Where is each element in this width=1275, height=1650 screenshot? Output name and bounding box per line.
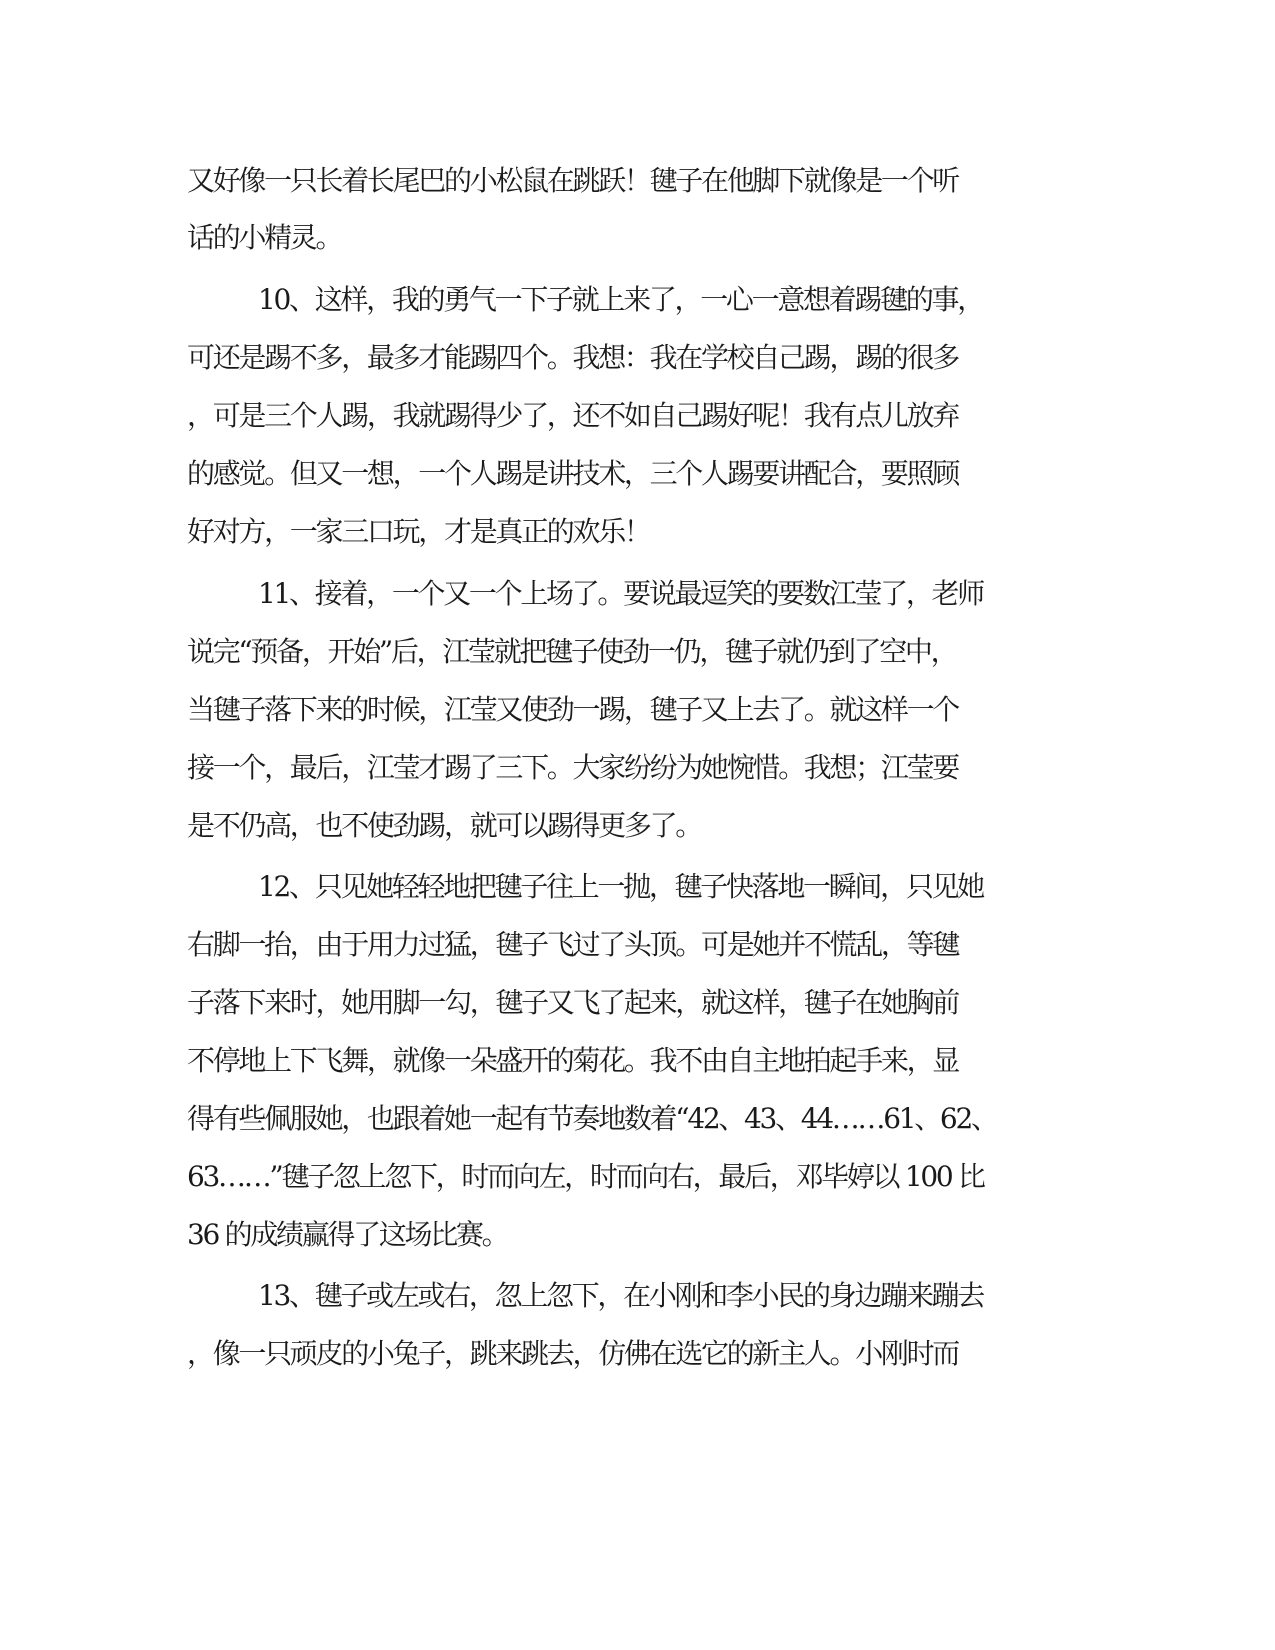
paragraph-10-start: 10、这样，我的勇气一下子就上来了，一心一意想着踢毽的事， [258,283,983,316]
paragraph-11-start: 11、接着，一个又一个上场了。要说最逗笑的要数江莹了，老师 [258,577,983,610]
text-line: 右脚一抬，由于用力过猛，毽子飞过了头顶。可是她并不慌乱，等毽 [187,928,959,961]
text-line: 36 的成绩赢得了这场比赛。 [187,1218,508,1251]
text-line: 好对方，一家三口玩，才是真正的欢乐！ [187,515,650,548]
text-line: 是不仍高，也不使劲踢，就可以踢得更多了。 [187,809,702,842]
text-line: 的感觉。但又一想，一个人踢是讲技术，三个人踢要讲配合，要照顾 [187,457,959,490]
paragraph-12-start: 12、只见她轻轻地把毽子往上一抛，毽子快落地一瞬间，只见她 [258,870,983,903]
text-line: ，可是三个人踢，我就踢得少了，还不如自己踢好呢！我有点儿放弃 [187,399,959,432]
text-line: 不停地上下飞舞，就像一朵盛开的菊花。我不由自主地拍起手来，显 [187,1044,959,1077]
text-line: 得有些佩服她，也跟着她一起有节奏地数着“42、43、44……61、62、 [187,1102,997,1135]
text-line: 可还是踢不多，最多才能踢四个。我想：我在学校自己踢，踢的很多 [187,341,959,374]
text-line: 子落下来时，她用脚一勾，毽子又飞了起来，就这样，毽子在她胸前 [187,986,959,1019]
text-line: 接一个，最后，江莹才踢了三下。大家纷纷为她惋惜。我想；江莹要 [187,751,959,784]
paragraph-13-start: 13、毽子或左或右，忽上忽下，在小刚和李小民的身边蹦来蹦去 [258,1279,983,1312]
text-line: ，像一只顽皮的小兔子，跳来跳去，仿佛在选它的新主人。小刚时而 [187,1337,959,1370]
text-line: 63……”毽子忽上忽下，时而向左，时而向右，最后，邓毕婷以 100 比 [187,1160,984,1193]
text-line: 又好像一只长着长尾巴的小松鼠在跳跃！毽子在他脚下就像是一个听 [187,164,959,197]
text-line: 当毽子落下来的时候，江莹又使劲一踢，毽子又上去了。就这样一个 [187,693,959,726]
text-line: 说完“预备，开始”后，江莹就把毽子使劲一仍，毽子就仍到了空中， [187,635,957,668]
text-line: 话的小精灵。 [187,221,342,254]
